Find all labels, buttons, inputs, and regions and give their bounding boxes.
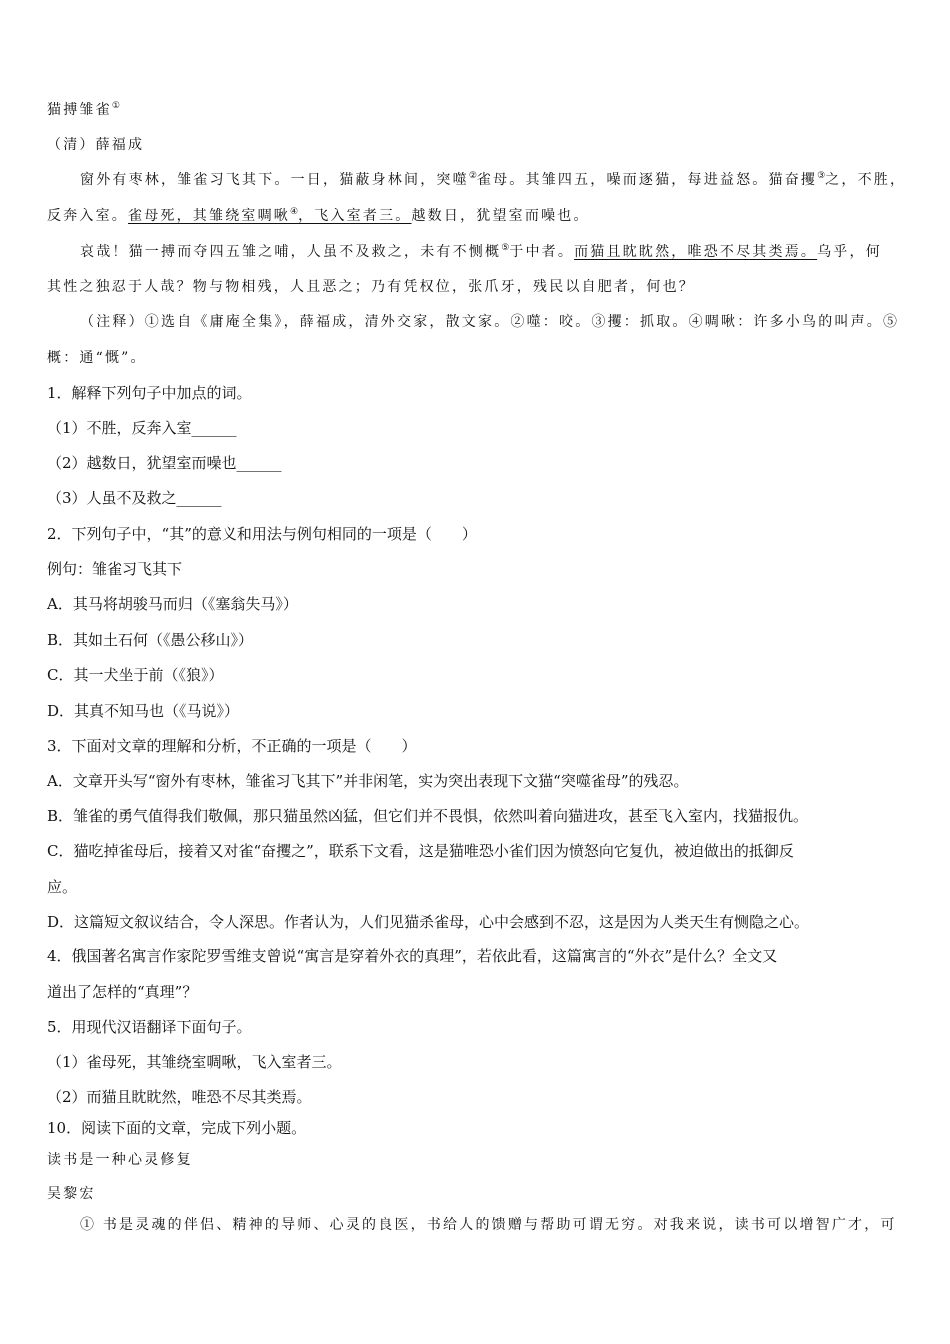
question-5-item-1: （1）雀母死，其雏绕室啁啾，飞入室者三。 xyxy=(47,1053,342,1071)
question-5-item-2: （2）而猫且眈眈然，唯恐不尽其类焉。 xyxy=(47,1088,312,1106)
question-2-option-b: B．其如土石何（《愚公移山》） xyxy=(47,631,254,649)
article-author: 吴黎宏 xyxy=(47,1186,96,1202)
article-title: 读书是一种心灵修复 xyxy=(47,1152,193,1168)
question-10-stem: 10．阅读下面的文章，完成下列小题。 xyxy=(47,1119,307,1137)
underlined-sentence-2: 而猫且眈眈然，唯恐不尽其类焉。 xyxy=(574,244,818,260)
question-4-line-1: 4．俄国著名寓言作家陀罗雪维支曾说“寓言是穿着外衣的真理”，若依此看，这篇寓言的“外衣”是什么？全文又 xyxy=(47,947,778,965)
question-1-item-3: （3）人虽不及救之______ xyxy=(47,489,222,507)
question-3-option-c-line-1: C．猫吃掉雀母后，接着又对雀“奋攫之”，联系下文看，这是猫唯恐小雀们因为愤怒向它复仇，被迫做出的抵御反 xyxy=(47,842,794,860)
poem-title: 猫搏雏雀① xyxy=(47,101,120,118)
question-5-stem: 5．用现代汉语翻译下面句子。 xyxy=(47,1018,252,1036)
question-2-option-d: D．其真不知马也（《马说》） xyxy=(47,702,240,720)
paragraph-1-line-2: 反奔入室。雀母死，其雏绕室啁啾④，飞入室者三。越数日，犹望室而噪也。 xyxy=(47,207,590,224)
annotation-line-2: 概：通“慨”。 xyxy=(47,350,147,366)
question-1-item-1: （1）不胜，反奔入室______ xyxy=(47,419,237,437)
question-3-option-b: B．雏雀的勇气值得我们敬佩，那只猫虽然凶猛，但它们并不畏惧，依然叫着向猫进攻，甚至飞入室内，找猫报仇。 xyxy=(47,807,809,825)
question-4-line-2: 道出了怎样的“真理”？ xyxy=(47,983,198,1001)
paragraph-2-line-2: 其性之独忍于人哉？物与物相残，人且恶之；乃有凭权位，张爪牙，残民以自肥者，何也？ xyxy=(47,279,695,295)
underlined-sentence-1: 雀母死，其雏绕室啁啾④，飞入室者三。 xyxy=(128,207,412,224)
question-2-stem: 2．下列句子中，“其”的意义和用法与例句相同的一项是（ ） xyxy=(47,525,477,543)
paragraph-2-line-1: 哀哉！猫一搏而夺四五雏之哺，人虽不及救之，未有不恻概⑤于中者。而猫且眈眈然，唯恐不尽其类焉。乌乎，何 xyxy=(80,243,882,260)
question-3-option-a: A．文章开头写“窗外有枣林，雏雀习飞其下”并非闲笔，实为突出表现下文猫“突噬雀母”的残忍。 xyxy=(47,772,689,790)
question-3-option-d: D．这篇短文叙议结合，令人深思。作者认为，人们见猫杀雀母，心中会感到不忍，这是因为人类天生有恻隐之心。 xyxy=(47,913,810,931)
question-2-example: 例句：雏雀习飞其下 xyxy=(47,560,183,578)
article-paragraph-1: ① 书是灵魂的伴侣、精神的导师、心灵的良医，书给人的馈赠与帮助可谓无穷。对我来说，读书可以增智广才，可 xyxy=(80,1217,897,1233)
question-1-item-2: （2）越数日，犹望室而噪也______ xyxy=(47,454,282,472)
question-1-stem: 1．解释下列句子中加点的词。 xyxy=(47,384,252,402)
question-3-option-c-line-2: 应。 xyxy=(47,878,78,896)
poem-author: （清）薛福成 xyxy=(47,137,145,153)
question-3-stem: 3．下面对文章的理解和分析，不正确的一项是（ ） xyxy=(47,737,417,755)
question-2-option-a: A．其马将胡骏马而归（《塞翁失马》） xyxy=(47,595,298,613)
annotation-line-1: （注释）①选自《庸庵全集》，薛福成，清外交家，散文家。②噬：咬。③攫：抓取。④啁啾：许多小鸟的叫声。⑤ xyxy=(80,314,900,330)
paragraph-1-line-1: 窗外有枣林，雏雀习飞其下。一日，猫蔽身林间，突噬②雀母。其雏四五，噪而逐猫，每进益怒。猫奋攫③之，不胜， xyxy=(80,171,907,188)
question-2-option-c: C．其一犬坐于前（《狼》） xyxy=(47,666,224,684)
